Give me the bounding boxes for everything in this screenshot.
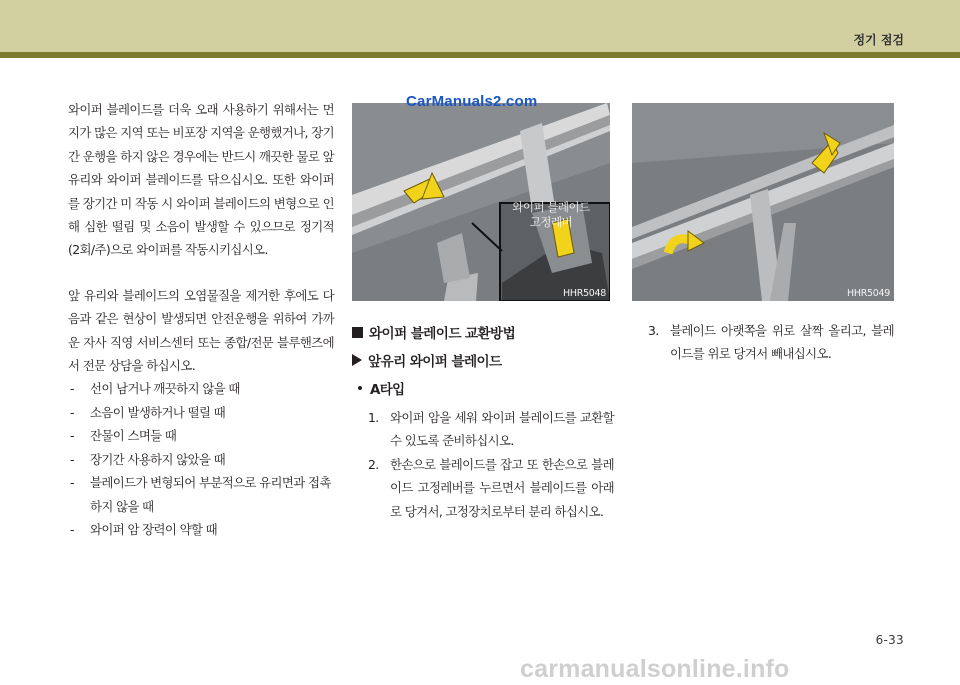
symptom-item: - 장기간 사용하지 않았을 때 [68,448,334,471]
replacement-procedure-column [352,322,614,523]
wiper-care-paragraph: 와이퍼 블레이드를 더욱 오래 사용하기 위해서는 먼지가 많은 지역 또는 비포장 지역을 운행했거나, 장기간 운행을 하지 않은 경우에는 반드시 깨끗한 물로 앞 유리와 와이퍼 블레이드를 닦으십시오. 또한 와이퍼를 장기간 미 작동 시 와이퍼 블레이드의 변형으로 인해 심한 떨림 및 소음이 발생할 수 있으므로 정기적 (2회/주)으로 와이퍼를 작동시키십시오. [68,102,334,258]
symptom-item: - 잔물이 스며들 때 [68,424,334,447]
subsection-heading-label: 앞유리 와이퍼 블레이드 [368,354,502,370]
symptom-item: - 소음이 발생하거나 떨릴 때 [68,401,334,424]
page-number: 6-33 [875,633,904,647]
footer-watermark: carmanualsonline.info [520,655,790,683]
blade-removal-photo [632,103,894,301]
symptom-item: - 와이퍼 암 장력이 약할 때 [68,518,334,541]
procedure-steps [352,406,614,523]
procedure-steps-continued [632,319,894,366]
blade-removal-illustration [632,103,894,301]
header-rule [0,52,960,58]
procedure-step [632,319,894,366]
step-number: 3. [648,323,659,338]
square-bullet-icon [352,327,363,338]
subsection-heading [352,350,614,370]
symptom-item: - 선이 남거나 깨끗하지 않을 때 [68,377,334,400]
type-heading-label: A타입 [370,382,405,398]
symptom-list [68,377,334,541]
figure-code: HHR5048 [563,288,606,299]
symptom-item: - 블레이드가 변형되어 부분적으로 유리면과 접촉하지 않을 때 [68,471,334,518]
procedure-step [352,406,614,453]
step-text: 블레이드 아랫쪽을 위로 살짝 올리고, 블레이드를 위로 당겨서 빼내십시오. [670,323,894,362]
dot-bullet-icon [358,386,362,390]
step-number: 2. [368,456,379,472]
maintenance-text-column [68,98,334,541]
type-heading [352,378,614,398]
site-watermark: CarManuals2.com [406,93,538,110]
service-advice-paragraph: 앞 유리와 블레이드의 오염물질을 제거한 후에도 다음과 같은 현상이 발생되면 안전운행을 위하여 가까운 자사 직영 서비스센터 또는 종합/전문 블루핸즈에서 전문 상담을 하십시오. [68,287,334,374]
procedure-step [352,453,614,523]
section-heading-label: 와이퍼 블레이드 교환방법 [369,326,516,342]
step-text: 와이퍼 암을 세워 와이퍼 블레이드를 교환할 수 있도록 준비하십시오. [390,410,614,449]
section-title: 정기 점검 [853,33,904,47]
figure-code: HHR5049 [847,288,890,299]
lock-lever-callout: 와이퍼 블레이드 고정레버 [512,200,590,229]
section-heading [352,322,614,342]
triangle-bullet-icon [352,354,362,366]
step-number: 1. [368,410,379,425]
step-text: 한손으로 블레이드를 잡고 또 한손으로 블레이드 고정레버를 누르면서 블레이드를 아래로 당겨서, 고정장치로부터 분리 하십시오. [390,456,614,519]
header-band [0,0,960,52]
